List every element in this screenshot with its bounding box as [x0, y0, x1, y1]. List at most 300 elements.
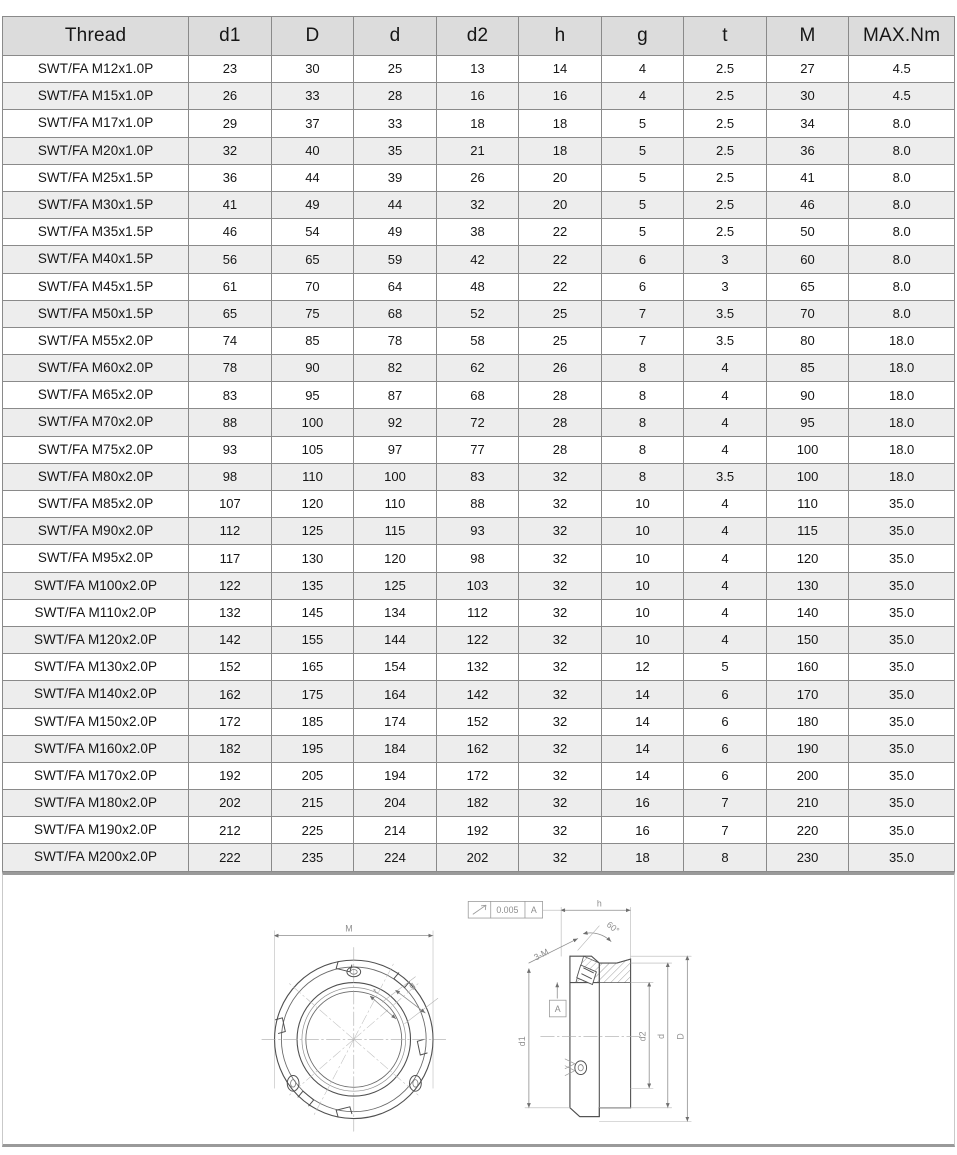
cell-thread: SWT/FA M25x1.5P	[3, 164, 189, 191]
cell-d2: 88	[436, 491, 519, 518]
cell-d2: 16	[436, 83, 519, 110]
cell-thread: SWT/FA M150x2.0P	[3, 708, 189, 735]
cell-g: 12	[601, 654, 684, 681]
cell-D: 49	[271, 191, 354, 218]
dimension-d	[599, 963, 671, 1108]
cell-D: 100	[271, 409, 354, 436]
cell-h: 20	[519, 164, 602, 191]
cell-t: 2.5	[684, 137, 767, 164]
cell-MAX.Nm: 35.0	[849, 681, 955, 708]
cell-D: 54	[271, 219, 354, 246]
cell-d2: 72	[436, 409, 519, 436]
cell-g: 10	[601, 626, 684, 653]
dimension-g-t	[370, 977, 437, 1024]
cell-t: 4	[684, 545, 767, 572]
table-row	[3, 273, 955, 300]
fcf-tolerance-value: 0.005	[496, 905, 519, 916]
cell-thread: SWT/FA M140x2.0P	[3, 681, 189, 708]
cell-thread: SWT/FA M50x1.5P	[3, 300, 189, 327]
table-row	[3, 790, 955, 817]
cell-M: 100	[766, 436, 849, 463]
cell-g: 7	[601, 300, 684, 327]
cell-M: 140	[766, 599, 849, 626]
cell-D: 110	[271, 463, 354, 490]
table-row	[3, 327, 955, 354]
table-row	[3, 219, 955, 246]
cell-t: 3	[684, 273, 767, 300]
cell-d1: 142	[189, 626, 272, 653]
cell-d1: 107	[189, 491, 272, 518]
cell-d1: 78	[189, 355, 272, 382]
cell-d1: 36	[189, 164, 272, 191]
cell-d: 115	[354, 518, 437, 545]
datum-label-A: A	[554, 1003, 561, 1014]
table-row	[3, 708, 955, 735]
cell-D: 195	[271, 735, 354, 762]
cell-g: 18	[601, 844, 684, 871]
cell-D: 37	[271, 110, 354, 137]
cell-d1: 26	[189, 83, 272, 110]
cell-MAX.Nm: 8.0	[849, 273, 955, 300]
cell-d1: 93	[189, 436, 272, 463]
cell-g: 10	[601, 491, 684, 518]
cell-g: 8	[601, 355, 684, 382]
cell-M: 220	[766, 817, 849, 844]
cell-g: 14	[601, 681, 684, 708]
dimension-label-M: M	[345, 923, 353, 934]
cell-d: 174	[354, 708, 437, 735]
cell-g: 8	[601, 436, 684, 463]
cell-D: 120	[271, 491, 354, 518]
cell-thread: SWT/FA M35x1.5P	[3, 219, 189, 246]
cell-h: 22	[519, 273, 602, 300]
cell-d2: 18	[436, 110, 519, 137]
table-row	[3, 137, 955, 164]
dimension-label-d: d	[655, 1033, 666, 1039]
cell-d1: 65	[189, 300, 272, 327]
dimension-angle-60	[578, 919, 621, 950]
cell-d1: 222	[189, 844, 272, 871]
cell-d2: 83	[436, 463, 519, 490]
cell-D: 125	[271, 518, 354, 545]
cell-h: 32	[519, 762, 602, 789]
cell-g: 8	[601, 382, 684, 409]
cell-thread: SWT/FA M30x1.5P	[3, 191, 189, 218]
cell-d: 154	[354, 654, 437, 681]
cell-h: 32	[519, 817, 602, 844]
cell-t: 3	[684, 246, 767, 273]
cell-M: 80	[766, 327, 849, 354]
cell-d: 35	[354, 137, 437, 164]
cell-MAX.Nm: 18.0	[849, 382, 955, 409]
table-row	[3, 599, 955, 626]
cell-d: 214	[354, 817, 437, 844]
cell-h: 25	[519, 300, 602, 327]
feature-control-frame	[468, 901, 560, 918]
column-header-max-nm: MAX.Nm	[849, 17, 955, 56]
cell-D: 44	[271, 164, 354, 191]
cell-M: 95	[766, 409, 849, 436]
table-row	[3, 518, 955, 545]
table-row	[3, 382, 955, 409]
dimension-label-d1: d1	[516, 1036, 527, 1047]
table-row	[3, 300, 955, 327]
cell-h: 32	[519, 572, 602, 599]
cell-d1: 98	[189, 463, 272, 490]
cell-d: 120	[354, 545, 437, 572]
cell-M: 110	[766, 491, 849, 518]
table-row	[3, 83, 955, 110]
cell-d1: 162	[189, 681, 272, 708]
cell-thread: SWT/FA M160x2.0P	[3, 735, 189, 762]
column-header-d2: d2	[436, 17, 519, 56]
cell-MAX.Nm: 35.0	[849, 491, 955, 518]
cell-MAX.Nm: 8.0	[849, 164, 955, 191]
cell-thread: SWT/FA M55x2.0P	[3, 327, 189, 354]
cell-d2: 192	[436, 817, 519, 844]
cell-g: 5	[601, 164, 684, 191]
dimension-label-D: D	[675, 1033, 686, 1040]
cell-g: 16	[601, 817, 684, 844]
cell-thread: SWT/FA M85x2.0P	[3, 491, 189, 518]
cell-d: 25	[354, 56, 437, 83]
cell-D: 205	[271, 762, 354, 789]
cell-thread: SWT/FA M95x2.0P	[3, 545, 189, 572]
table-row	[3, 355, 955, 382]
cell-g: 10	[601, 518, 684, 545]
cell-t: 4	[684, 572, 767, 599]
cell-MAX.Nm: 18.0	[849, 409, 955, 436]
cell-M: 65	[766, 273, 849, 300]
cell-g: 14	[601, 735, 684, 762]
cell-M: 41	[766, 164, 849, 191]
cell-thread: SWT/FA M70x2.0P	[3, 409, 189, 436]
cell-M: 200	[766, 762, 849, 789]
cell-M: 230	[766, 844, 849, 871]
cell-h: 20	[519, 191, 602, 218]
cell-MAX.Nm: 35.0	[849, 626, 955, 653]
cell-M: 130	[766, 572, 849, 599]
cell-D: 85	[271, 327, 354, 354]
cell-t: 3.5	[684, 327, 767, 354]
cell-d2: 52	[436, 300, 519, 327]
cell-g: 7	[601, 327, 684, 354]
cell-h: 28	[519, 409, 602, 436]
technical-drawing-svg	[3, 875, 954, 1144]
cell-d1: 46	[189, 219, 272, 246]
cell-d: 164	[354, 681, 437, 708]
specification-table	[2, 16, 955, 872]
table-row	[3, 436, 955, 463]
cell-MAX.Nm: 8.0	[849, 300, 955, 327]
cell-M: 90	[766, 382, 849, 409]
cell-h: 32	[519, 626, 602, 653]
cell-d: 28	[354, 83, 437, 110]
cell-d2: 26	[436, 164, 519, 191]
cell-d: 110	[354, 491, 437, 518]
cell-MAX.Nm: 4.5	[849, 56, 955, 83]
cell-D: 185	[271, 708, 354, 735]
cell-d1: 83	[189, 382, 272, 409]
cell-d2: 172	[436, 762, 519, 789]
cell-g: 14	[601, 762, 684, 789]
cell-M: 36	[766, 137, 849, 164]
cell-t: 7	[684, 790, 767, 817]
cell-thread: SWT/FA M200x2.0P	[3, 844, 189, 871]
column-header-h: h	[519, 17, 602, 56]
cell-d1: 152	[189, 654, 272, 681]
cell-d2: 77	[436, 436, 519, 463]
cell-d2: 98	[436, 545, 519, 572]
cell-d: 184	[354, 735, 437, 762]
cell-t: 4	[684, 382, 767, 409]
cell-d: 204	[354, 790, 437, 817]
cell-MAX.Nm: 18.0	[849, 463, 955, 490]
cell-thread: SWT/FA M45x1.5P	[3, 273, 189, 300]
cell-M: 180	[766, 708, 849, 735]
cell-g: 6	[601, 246, 684, 273]
cell-h: 32	[519, 790, 602, 817]
cell-d1: 117	[189, 545, 272, 572]
cell-d: 194	[354, 762, 437, 789]
cell-D: 155	[271, 626, 354, 653]
cell-D: 65	[271, 246, 354, 273]
dimension-label-angle: 60°	[604, 919, 622, 936]
cell-t: 4	[684, 491, 767, 518]
cell-MAX.Nm: 8.0	[849, 137, 955, 164]
cell-t: 7	[684, 817, 767, 844]
cell-d1: 88	[189, 409, 272, 436]
cell-g: 10	[601, 599, 684, 626]
cell-t: 3.5	[684, 463, 767, 490]
cell-M: 100	[766, 463, 849, 490]
cell-d2: 58	[436, 327, 519, 354]
cell-thread: SWT/FA M40x1.5P	[3, 246, 189, 273]
cell-h: 32	[519, 545, 602, 572]
cell-M: 60	[766, 246, 849, 273]
cell-D: 215	[271, 790, 354, 817]
cell-g: 16	[601, 790, 684, 817]
cell-d2: 132	[436, 654, 519, 681]
dimension-d1	[517, 969, 570, 1108]
cell-MAX.Nm: 35.0	[849, 572, 955, 599]
cell-thread: SWT/FA M170x2.0P	[3, 762, 189, 789]
dimension-label-d2: d2	[637, 1031, 648, 1042]
cell-d1: 132	[189, 599, 272, 626]
cell-t: 6	[684, 681, 767, 708]
cell-MAX.Nm: 35.0	[849, 790, 955, 817]
table-row	[3, 164, 955, 191]
cell-g: 14	[601, 708, 684, 735]
cell-d1: 29	[189, 110, 272, 137]
cell-MAX.Nm: 35.0	[849, 762, 955, 789]
cell-d: 78	[354, 327, 437, 354]
cell-thread: SWT/FA M190x2.0P	[3, 817, 189, 844]
cell-d1: 212	[189, 817, 272, 844]
cell-D: 40	[271, 137, 354, 164]
cell-t: 2.5	[684, 191, 767, 218]
cell-thread: SWT/FA M15x1.0P	[3, 83, 189, 110]
table-row	[3, 409, 955, 436]
cell-d: 59	[354, 246, 437, 273]
cell-d2: 32	[436, 191, 519, 218]
cell-t: 4	[684, 436, 767, 463]
cell-d: 33	[354, 110, 437, 137]
cell-thread: SWT/FA M12x1.0P	[3, 56, 189, 83]
table-row	[3, 110, 955, 137]
cell-D: 70	[271, 273, 354, 300]
table-row	[3, 681, 955, 708]
cell-d2: 112	[436, 599, 519, 626]
cell-thread: SWT/FA M180x2.0P	[3, 790, 189, 817]
cell-t: 6	[684, 762, 767, 789]
cell-d2: 13	[436, 56, 519, 83]
cell-h: 32	[519, 491, 602, 518]
cell-D: 145	[271, 599, 354, 626]
cell-MAX.Nm: 35.0	[849, 654, 955, 681]
cell-D: 75	[271, 300, 354, 327]
cell-d: 44	[354, 191, 437, 218]
table-header	[3, 17, 955, 56]
cell-t: 4	[684, 355, 767, 382]
table-row	[3, 654, 955, 681]
table-row	[3, 545, 955, 572]
cell-g: 5	[601, 219, 684, 246]
cell-d: 49	[354, 219, 437, 246]
cell-d1: 41	[189, 191, 272, 218]
cell-MAX.Nm: 8.0	[849, 246, 955, 273]
cell-thread: SWT/FA M110x2.0P	[3, 599, 189, 626]
cell-D: 30	[271, 56, 354, 83]
cell-M: 120	[766, 545, 849, 572]
cell-t: 4	[684, 626, 767, 653]
cell-d: 82	[354, 355, 437, 382]
cell-h: 16	[519, 83, 602, 110]
cross-section-view	[468, 898, 691, 1121]
cell-d2: 68	[436, 382, 519, 409]
dimension-d2	[631, 983, 653, 1089]
cell-h: 32	[519, 599, 602, 626]
cell-M: 115	[766, 518, 849, 545]
cell-M: 30	[766, 83, 849, 110]
cell-d1: 172	[189, 708, 272, 735]
cell-h: 32	[519, 518, 602, 545]
dimension-label-t: t	[371, 986, 380, 996]
cell-d2: 122	[436, 626, 519, 653]
cell-D: 95	[271, 382, 354, 409]
cell-d2: 162	[436, 735, 519, 762]
cell-MAX.Nm: 8.0	[849, 191, 955, 218]
cell-M: 46	[766, 191, 849, 218]
table-row	[3, 626, 955, 653]
cell-d: 64	[354, 273, 437, 300]
cell-MAX.Nm: 35.0	[849, 708, 955, 735]
cell-h: 28	[519, 382, 602, 409]
cell-d2: 48	[436, 273, 519, 300]
angularity-symbol-icon	[473, 905, 486, 914]
table-row	[3, 191, 955, 218]
cell-d1: 61	[189, 273, 272, 300]
cell-d2: 152	[436, 708, 519, 735]
cell-MAX.Nm: 4.5	[849, 83, 955, 110]
cell-g: 4	[601, 83, 684, 110]
cell-d1: 32	[189, 137, 272, 164]
fcf-datum-reference: A	[530, 905, 537, 916]
cell-MAX.Nm: 35.0	[849, 599, 955, 626]
cell-MAX.Nm: 8.0	[849, 219, 955, 246]
cell-d1: 192	[189, 762, 272, 789]
cell-M: 85	[766, 355, 849, 382]
table-header-row	[3, 17, 955, 56]
cell-d2: 142	[436, 681, 519, 708]
cell-d1: 112	[189, 518, 272, 545]
cell-h: 32	[519, 463, 602, 490]
table-row	[3, 56, 955, 83]
cell-d: 134	[354, 599, 437, 626]
cell-g: 5	[601, 137, 684, 164]
cell-h: 18	[519, 110, 602, 137]
column-header-t: t	[684, 17, 767, 56]
cell-t: 4	[684, 409, 767, 436]
table-row	[3, 735, 955, 762]
cell-d2: 202	[436, 844, 519, 871]
cell-M: 190	[766, 735, 849, 762]
cell-t: 4	[684, 599, 767, 626]
cell-d: 125	[354, 572, 437, 599]
cell-t: 2.5	[684, 56, 767, 83]
datum-feature-A	[549, 983, 566, 1017]
cell-t: 2.5	[684, 110, 767, 137]
column-header-d1: d1	[189, 17, 272, 56]
front-circular-view	[262, 924, 446, 1132]
cell-thread: SWT/FA M17x1.0P	[3, 110, 189, 137]
cell-h: 22	[519, 246, 602, 273]
cell-D: 130	[271, 545, 354, 572]
cell-h: 28	[519, 436, 602, 463]
cell-d1: 122	[189, 572, 272, 599]
table-row	[3, 762, 955, 789]
cell-d: 224	[354, 844, 437, 871]
cell-MAX.Nm: 35.0	[849, 844, 955, 871]
cell-h: 25	[519, 327, 602, 354]
cell-d: 87	[354, 382, 437, 409]
table-row	[3, 844, 955, 871]
column-header-d: d	[354, 17, 437, 56]
dimension-label-h: h	[596, 898, 602, 909]
column-header-D: D	[271, 17, 354, 56]
cell-d: 144	[354, 626, 437, 653]
cell-d1: 202	[189, 790, 272, 817]
cell-D: 33	[271, 83, 354, 110]
cell-thread: SWT/FA M75x2.0P	[3, 436, 189, 463]
technical-drawing-panel	[2, 872, 955, 1147]
callout-label-3M: 3-M	[532, 946, 551, 963]
cell-d1: 182	[189, 735, 272, 762]
cell-MAX.Nm: 18.0	[849, 355, 955, 382]
cell-thread: SWT/FA M120x2.0P	[3, 626, 189, 653]
cell-t: 8	[684, 844, 767, 871]
cell-h: 22	[519, 219, 602, 246]
cell-d2: 93	[436, 518, 519, 545]
cell-D: 235	[271, 844, 354, 871]
cell-D: 175	[271, 681, 354, 708]
table-row	[3, 817, 955, 844]
cell-d: 39	[354, 164, 437, 191]
cell-D: 105	[271, 436, 354, 463]
cell-thread: SWT/FA M20x1.0P	[3, 137, 189, 164]
cell-t: 3.5	[684, 300, 767, 327]
cell-D: 225	[271, 817, 354, 844]
